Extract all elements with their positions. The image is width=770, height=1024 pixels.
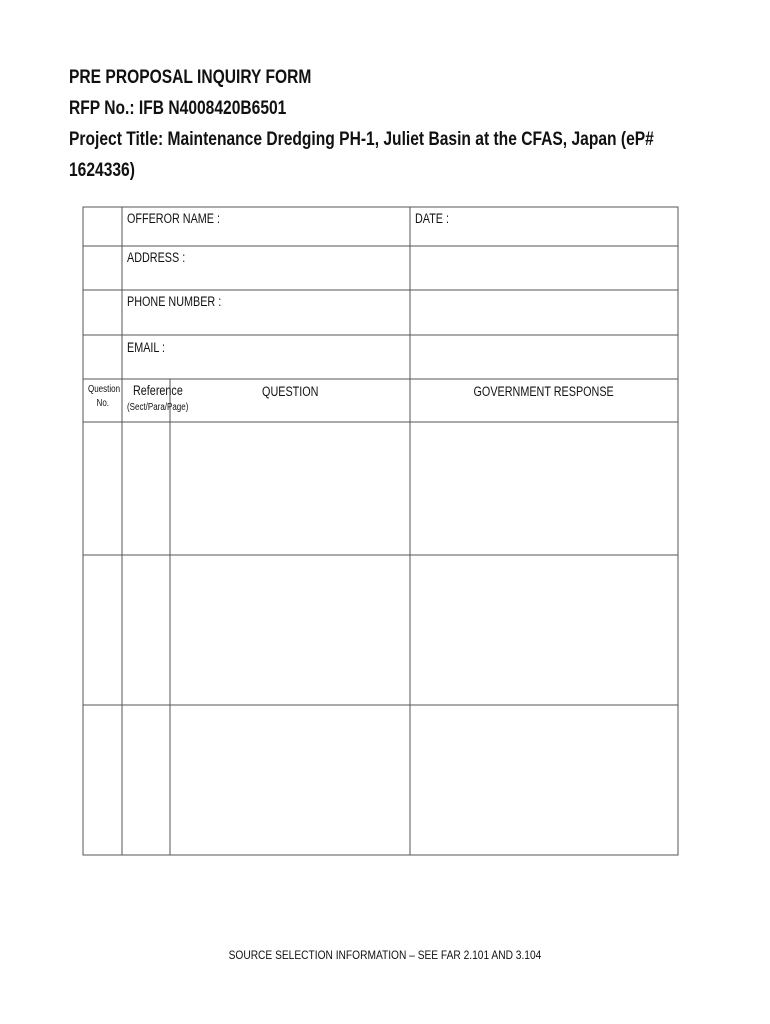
rfp-number: RFP No.: IFB N4008420B6501: [69, 97, 287, 119]
reference-header: Reference: [133, 383, 183, 398]
form-header: [69, 62, 709, 186]
table-row[interactable]: [84, 556, 678, 704]
project-title-continued: 1624336): [69, 159, 135, 181]
phone-number-label: PHONE NUMBER :: [127, 294, 222, 309]
table-row[interactable]: [84, 706, 678, 854]
table-row[interactable]: [84, 423, 678, 554]
question-number-header: Question No.: [88, 384, 121, 409]
question-header: QUESTION: [261, 384, 319, 399]
address-label: ADDRESS :: [127, 250, 186, 265]
offeror-name-label: OFFEROR NAME :: [127, 211, 221, 226]
reference-subheader: (Sect/Para/Page): [127, 402, 189, 413]
date-label: DATE :: [415, 211, 450, 226]
email-label: EMAIL :: [127, 340, 166, 355]
footer-notice: SOURCE SELECTION INFORMATION – SEE FAR 2.101 AND 3.104: [228, 948, 542, 962]
project-title: Project Title: Maintenance Dredging PH-1, Juliet Basin at the CFAS, Japan (eP#: [69, 128, 654, 150]
form-title: PRE PROPOSAL INQUIRY FORM: [69, 66, 312, 88]
government-response-header: GOVERNMENT RESPONSE: [473, 384, 615, 399]
